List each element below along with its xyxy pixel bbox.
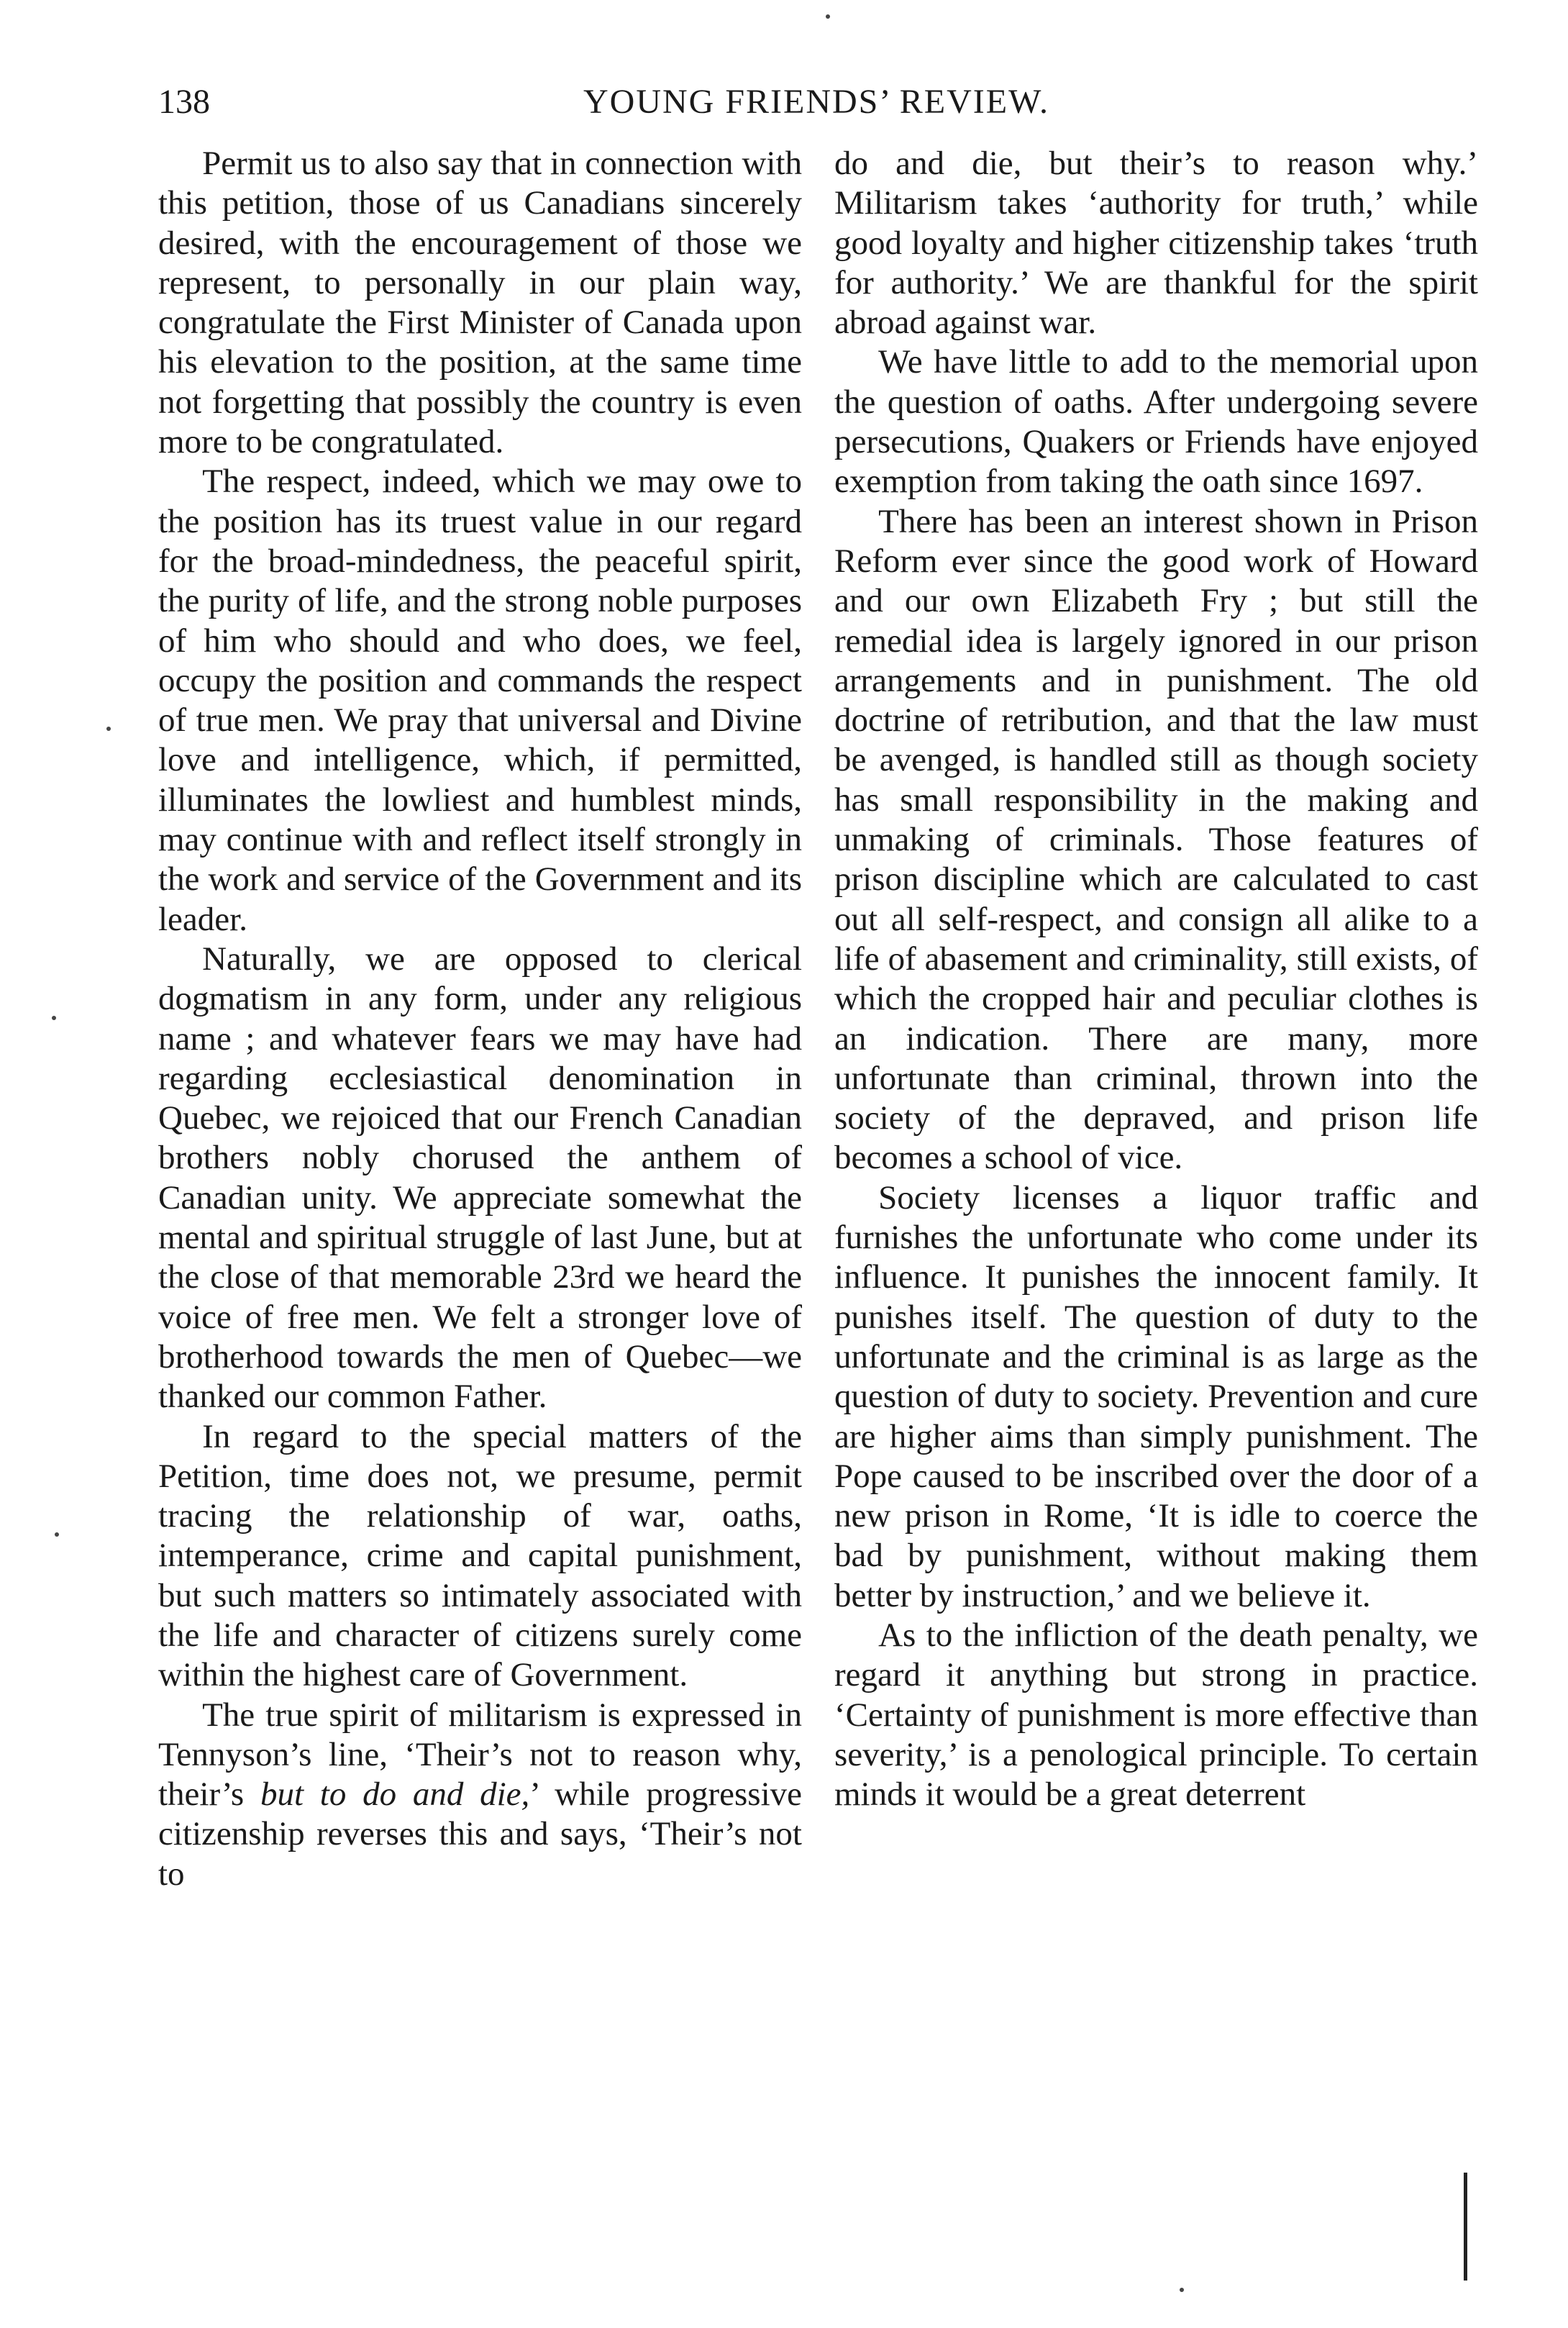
page-header <box>158 81 1474 131</box>
right-column <box>834 144 1478 1814</box>
running-title: YOUNG FRIENDS’ REVIEW. <box>583 83 1049 121</box>
print-speck <box>55 1532 59 1537</box>
print-speck <box>52 1016 56 1020</box>
text-run: ’ while progressive citizenship reverses this and says, ‘Their’s not to <box>158 1775 802 1893</box>
paragraph: Permit us to also say that in connection with this petition, those of us Canadians sincerely desired, with the encouragement of those we represent, to personally in our plain way, congratulate the First Minister of Canada upon his elevation to the position, at the same time not forgetting that possibly the country is even more to be congratulated. <box>158 145 802 461</box>
margin-mark <box>1464 2173 1467 2281</box>
paragraph-militarism <box>158 1696 802 1894</box>
text-run: The true spirit of militarism is expressed in Tennyson’s line, ‘Their’s not to reason why, their’s <box>158 1696 802 1814</box>
paragraph: The respect, indeed, which we may owe to the position has its truest value in our regard for the broad-mindedness, the peaceful spirit, the purity of life, and the strong noble purposes of him who should and who does, we feel, occupy the position and commands the respect of true men. We pray that universal and Divine love and intelligence, which, if permitted, illuminates the lowliest and humblest minds, may continue with and reflect itself strongly in the work and service of the Government and its leader. <box>158 463 802 938</box>
page-number: 138 <box>158 83 210 121</box>
print-speck <box>106 727 111 731</box>
paragraph: In regard to the special matters of the Petition, time does not, we presume, permit tracing the relationship of war, oaths, intemperance, crime and capital punishment, but such matters so intimately associated with the life and character of citizens surely come within the highest care of Government. <box>158 1417 802 1694</box>
paragraph: Society licenses a liquor traffic and furnishes the unfortunate who come under its influence. It punishes the innocent family. It punishes itself. The question of duty to the unfortunate and the criminal is as large as the question of duty to society. Prevention and cure are higher aims than simply punishment. The Pope caused to be inscribed over the door of a new prison in Rome, ‘It is idle to coerce the bad by punishment, without making them better by instruction,’ and we believe it. <box>834 1178 1478 1614</box>
paragraph: There has been an interest shown in Prison Reform ever since the good work of Howard and our own Elizabeth Fry ; but still the remedial idea is largely ignored in our prison arrangements and in punishment. The old doctrine of retribution, and that the law must be avenged, is handled still as though society has small responsibility in the making and unmaking of criminals. Those features of prison discipline which are calculated to cast out all self-respect, and consign all alike to a life of abasement and criminality, still exists, of which the cropped hair and peculiar clothes is an indication. There are many, more unfortunate than criminal, thrown into the society of the depraved, and prison life becomes a school of vice. <box>834 502 1478 1177</box>
italic-quote: but to do and die, <box>260 1775 530 1814</box>
paragraph-continued: do and die, but their’s to reason why.’ Militarism takes ‘authority for truth,’ while good loyalty and higher citizenship takes ‘truth for authority.’ We are thankful for the spirit abroad against war. <box>834 145 1478 342</box>
left-column <box>158 144 802 1894</box>
print-speck <box>826 14 830 19</box>
paragraph: We have little to add to the memorial upon the question of oaths. After undergoing severe persecutions, Quakers or Friends have enjoyed exemption from taking the oath since 1697. <box>834 343 1478 501</box>
print-speck <box>1180 2288 1184 2292</box>
paragraph: Naturally, we are opposed to clerical dogmatism in any form, under any religious name ; and whatever fears we may have had regarding ecclesiastical denomination in Quebec, we rejoiced that our French Canadian brothers nobly chorused the anthem of Canadian unity. We appreciate somewhat the mental and spiritual struggle of last June, but at the close of that memorable 23rd we heard the voice of free men. We felt a stronger love of brotherhood towards the men of Quebec—we thanked our common Father. <box>158 940 802 1416</box>
paragraph: As to the infliction of the death penalty, we regard it anything but strong in practice. ‘Certainty of punishment is more effective than severity,’ is a penological principle. To certain minds it would be a great deterrent <box>834 1616 1478 1814</box>
